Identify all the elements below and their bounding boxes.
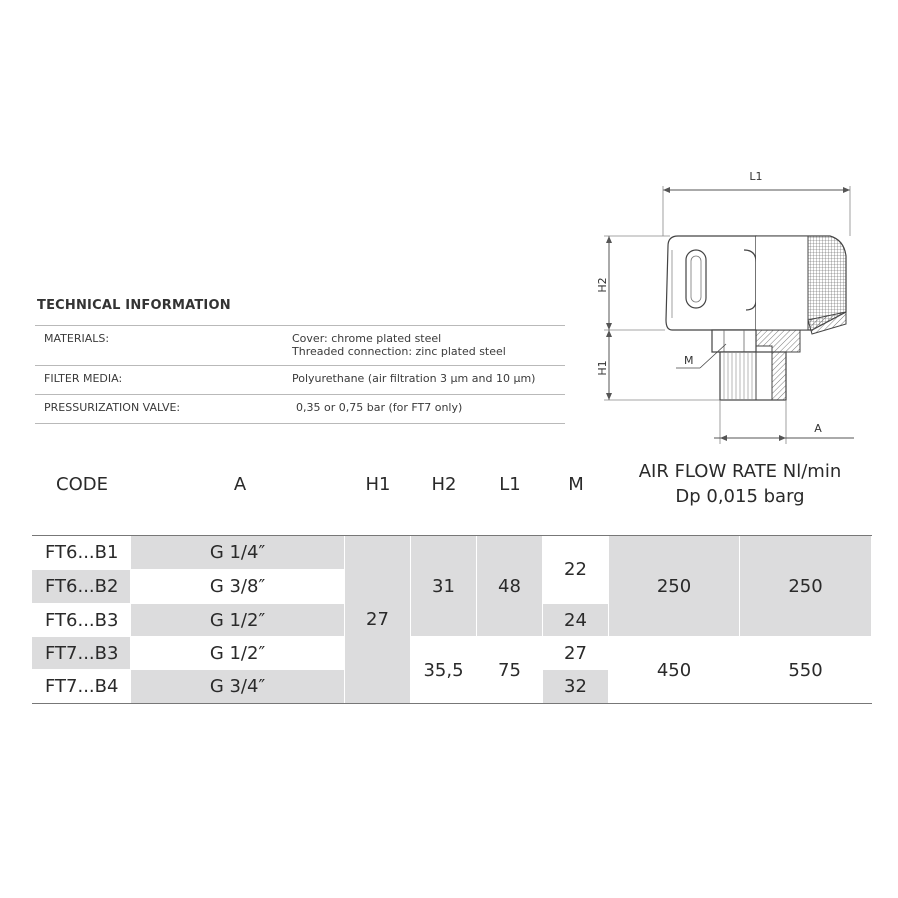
thread-cell: G 3/4″ (131, 670, 344, 703)
thread-cell: G 1/2″ (131, 604, 344, 636)
ft6-airflow-1: 250 (609, 536, 739, 636)
code-cell: FT7...B3 (32, 637, 130, 669)
m-label: M (684, 354, 694, 367)
ft6-m-value-b: 24 (543, 604, 608, 636)
divider (35, 423, 565, 424)
ft7-m-value-b: 32 (543, 670, 608, 703)
divider (35, 394, 565, 395)
header-airflow-line1: AIR FLOW RATE Nl/min (638, 461, 842, 482)
l1-label: L1 (749, 170, 763, 183)
hex-nut (712, 330, 756, 352)
materials-label: MATERIALS: (44, 332, 110, 345)
h2-label: H2 (596, 277, 609, 293)
filter-media-value: Polyurethane (air filtration 3 µm and 10 µm) (292, 372, 536, 385)
header-code: CODE (56, 474, 108, 495)
h1-label: H1 (596, 360, 609, 376)
ft7-airflow-1: 450 (656, 659, 692, 681)
materials-value-2: Threaded connection: zinc plated steel (292, 345, 506, 358)
materials-value-1: Cover: chrome plated steel (292, 332, 442, 345)
code-cell: FT7...B4 (45, 676, 119, 697)
filter-media-label: FILTER MEDIA: (44, 372, 123, 385)
filter-cover (666, 236, 756, 330)
filter-technical-drawing (560, 160, 880, 450)
ft7-m-value-a: 27 (564, 642, 587, 664)
thread-cell: G 1/2″ (209, 642, 266, 664)
h1-value: 27 (345, 536, 410, 703)
thread-cell: G 1/4″ (131, 536, 344, 569)
divider (35, 365, 565, 366)
divider (35, 325, 565, 326)
ft6-m-value-a: 22 (564, 559, 587, 580)
ft7-h2-value: 35,5 (423, 659, 464, 681)
ft6-l1-value: 48 (477, 536, 542, 636)
code-cell: FT6...B2 (32, 570, 130, 603)
thread-cell: G 3/8″ (209, 576, 266, 597)
header-h2: H2 (431, 474, 457, 495)
ft7-airflow-2: 550 (788, 659, 823, 681)
header-m: M (568, 474, 584, 495)
code-cell: FT6...B1 (45, 542, 119, 563)
header-h1: H1 (365, 474, 391, 495)
pressurization-valve-label: PRESSURIZATION VALVE: (44, 401, 181, 414)
table-bottom-rule (32, 703, 872, 704)
pressurization-valve-value: 0,35 or 0,75 bar (for FT7 only) (296, 401, 463, 414)
ft6-h2-value: 31 (411, 536, 476, 636)
a-label: A (814, 422, 822, 435)
header-a: A (233, 474, 247, 495)
technical-info-title: TECHNICAL INFORMATION (37, 298, 231, 313)
ft7-l1-value: 75 (498, 659, 521, 681)
ft6-airflow-2: 250 (740, 536, 871, 636)
header-airflow-line2: Dp 0,015 barg (675, 486, 805, 507)
code-cell: FT6...B3 (45, 609, 119, 631)
header-l1: L1 (499, 474, 521, 495)
